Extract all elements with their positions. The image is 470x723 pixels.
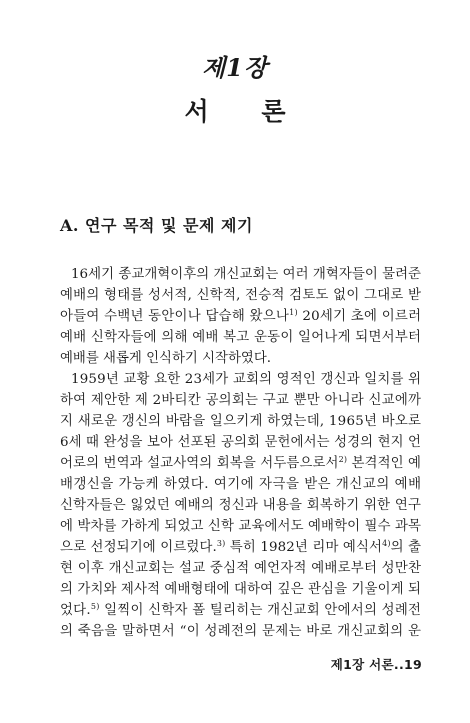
body-line bbox=[60, 369, 421, 390]
body-line bbox=[60, 411, 421, 432]
section-heading: A. 연구 목적 및 문제 제기 bbox=[60, 216, 253, 235]
body-line bbox=[60, 453, 421, 474]
body-line bbox=[60, 621, 421, 642]
body-line bbox=[60, 558, 421, 579]
body-line-text: 배갱신을 가능케 하였다. 여기에 자극을 받은 개신교의 예배 bbox=[60, 477, 422, 492]
body-line-text: 현 이후 개신교회는 설교 중심적 예언자적 예배로부터 성만찬 bbox=[60, 561, 422, 576]
body-line-text: 예배를 새롭게 인식하기 시작하였다. bbox=[60, 351, 272, 366]
chapter-title bbox=[0, 92, 470, 128]
body-line-text: 어로의 번역과 설교사역의 회복을 서두름으로서 bbox=[60, 456, 339, 471]
body-line-text: 아들여 수백년 동안이나 답습해 왔으나 bbox=[60, 309, 290, 324]
body-line-text: 지 새로운 갱신의 바람을 일으키게 하였는데, 1965년 바오로 bbox=[60, 414, 422, 429]
body-line bbox=[60, 348, 421, 369]
body-line-text: 특히 1982년 리마 예식서 bbox=[225, 540, 383, 555]
body-line bbox=[60, 285, 421, 306]
body-line-text: 의 죽음을 말하면서 “이 성례전의 문제는 바로 개신교회의 운 bbox=[60, 624, 422, 639]
body-text bbox=[60, 264, 421, 642]
body-line-text: 예배 신학자들에 의해 예배 복고 운동이 일어나게 되면서부터 bbox=[60, 330, 422, 345]
body-line bbox=[60, 474, 421, 495]
body-line-text: 16세기 종교개혁이후의 개신교회는 여러 개혁자들이 물려준 bbox=[71, 267, 422, 282]
footnote-marker: 2) bbox=[338, 455, 348, 464]
body-line-text: 1959년 교황 요한 23세가 교회의 영적인 갱신과 일치를 위 bbox=[71, 372, 422, 387]
chapter-title-text: 서 론 bbox=[184, 97, 308, 126]
body-line bbox=[60, 264, 421, 285]
body-line-text: 의 출 bbox=[390, 540, 422, 555]
body-line bbox=[60, 537, 421, 558]
body-line-text: 으로 선정되기에 이르렀다. bbox=[60, 540, 217, 555]
footnote-marker: 1) bbox=[289, 308, 298, 317]
body-line-text: 의 가치와 제사적 예배형태에 대하여 깊은 관심을 기울이게 되 bbox=[60, 582, 422, 597]
body-line-text: 본격적인 예 bbox=[347, 456, 422, 471]
body-line bbox=[60, 390, 421, 411]
body-line-text: 20세기 초에 이르러 bbox=[297, 309, 422, 324]
body-line-text: 하여 제안한 제 2바티칸 공의회는 구교 뿐만 아니라 신교에까 bbox=[60, 393, 422, 408]
body-line bbox=[60, 579, 421, 600]
body-line bbox=[60, 306, 421, 327]
body-line bbox=[60, 327, 421, 348]
body-line bbox=[60, 516, 421, 537]
body-line-text: 예배의 형태를 성서적, 신학적, 전승적 검토도 없이 그대로 받 bbox=[60, 288, 422, 303]
footnote-marker: 4) bbox=[382, 539, 391, 548]
footnote-marker: 5) bbox=[90, 602, 100, 611]
body-line-text: 6세 때 완성을 보아 선포된 공의회 문헌에서는 성경의 현지 언 bbox=[60, 435, 422, 450]
body-line bbox=[60, 600, 421, 621]
page-footer: 제1장 서론..19 bbox=[330, 657, 422, 672]
body-line bbox=[60, 432, 421, 453]
body-line-text: 에 박차를 가하게 되었고 신학 교육에서도 예배학이 필수 과목 bbox=[60, 519, 422, 534]
chapter-number: 제1장 bbox=[201, 53, 269, 82]
body-line-text: 신학자들은 잃었던 예배의 정신과 내용을 회복하기 위한 연구 bbox=[60, 498, 422, 513]
body-line bbox=[60, 495, 421, 516]
body-line-text: 일찍이 신학자 폴 틸리히는 개신교회 안에서의 성례전 bbox=[99, 603, 422, 618]
footnote-marker: 3) bbox=[216, 539, 226, 548]
body-line-text: 었다. bbox=[60, 603, 91, 618]
